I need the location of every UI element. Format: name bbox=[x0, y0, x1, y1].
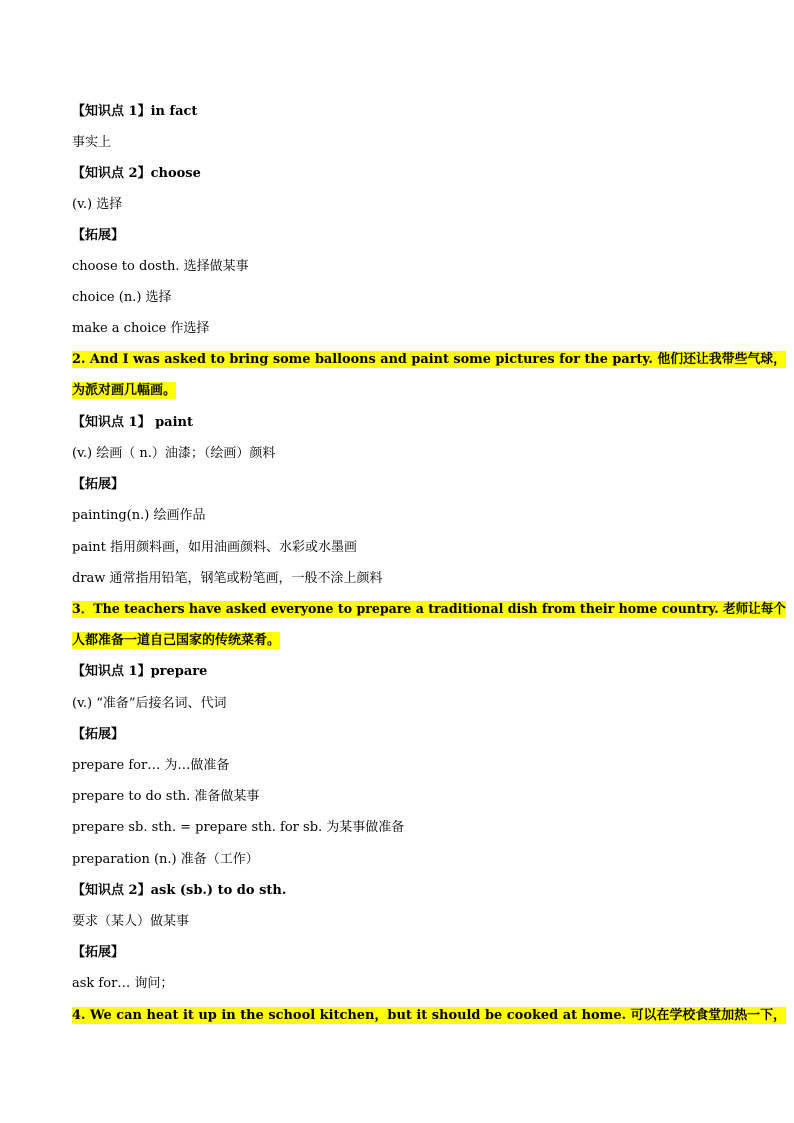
knowledge-point-in-fact: 【知识点 1】in fact bbox=[72, 104, 198, 119]
extension-item: ask for… 询问； bbox=[72, 976, 174, 991]
extension-item: draw 通常指用铅笔，钢笔或粉笔画，一般不涂上颜料 bbox=[72, 571, 383, 586]
extension-item: paint 指用颜料画，如用油画颜料、水彩或水墨画 bbox=[72, 540, 357, 555]
highlighted-sentence-text: 3．The teachers have asked everyone to prepare a traditional dish from their home country. 老师让每个 bbox=[72, 602, 786, 617]
knowledge-point-prepare: 【知识点 1】prepare bbox=[72, 664, 208, 679]
sentence-2-translation bbox=[72, 381, 176, 401]
sentence-2 bbox=[72, 350, 786, 370]
extension-item: choose to dosth. 选择做某事 bbox=[72, 259, 249, 274]
knowledge-point-ask: 【知识点 2】ask (sb.) to do sth. bbox=[72, 883, 287, 898]
extension-item: prepare for… 为…做准备 bbox=[72, 758, 230, 773]
definition-line: 事实上 bbox=[72, 135, 112, 150]
extension-heading: 【拓展】 bbox=[72, 477, 125, 492]
knowledge-point-paint: 【知识点 1】 paint bbox=[72, 415, 194, 430]
extension-heading: 【拓展】 bbox=[72, 727, 125, 742]
extension-item: choice (n.) 选择 bbox=[72, 290, 172, 305]
definition-line: (v.) 绘画（ n.）油漆；（绘画）颜料 bbox=[72, 446, 276, 461]
knowledge-point-choose: 【知识点 2】choose bbox=[72, 166, 201, 181]
sentence-3 bbox=[72, 600, 786, 620]
definition-line: (v.) “准备”后接名词、代词 bbox=[72, 696, 227, 711]
sentence-4 bbox=[72, 1006, 786, 1026]
extension-heading: 【拓展】 bbox=[72, 228, 125, 243]
extension-item: make a choice 作选择 bbox=[72, 321, 210, 336]
extension-item: prepare to do sth. 准备做某事 bbox=[72, 789, 260, 804]
highlighted-sentence-text: 2. And I was asked to bring some balloons and paint some pictures for the party. 他们还让我带些气球， bbox=[72, 352, 786, 367]
sentence-3-translation bbox=[72, 631, 280, 651]
extension-heading: 【拓展】 bbox=[72, 945, 125, 960]
highlighted-sentence-text: 为派对画几幅画。 bbox=[72, 383, 177, 398]
extension-item: prepare sb. sth. = prepare sth. for sb. 为某事做准备 bbox=[72, 820, 405, 835]
highlighted-sentence-text: 人都准备一道自己国家的传统菜肴。 bbox=[72, 633, 281, 648]
extension-item: preparation (n.) 准备（工作） bbox=[72, 852, 259, 867]
extension-item: painting(n.) 绘画作品 bbox=[72, 508, 206, 523]
definition-line: (v.) 选择 bbox=[72, 197, 123, 212]
highlighted-sentence-text: 4. We can heat it up in the school kitchen，but it should be cooked at home. 可以在学校食堂加热一下， bbox=[72, 1008, 786, 1023]
definition-line: 要求（某人）做某事 bbox=[72, 914, 190, 929]
